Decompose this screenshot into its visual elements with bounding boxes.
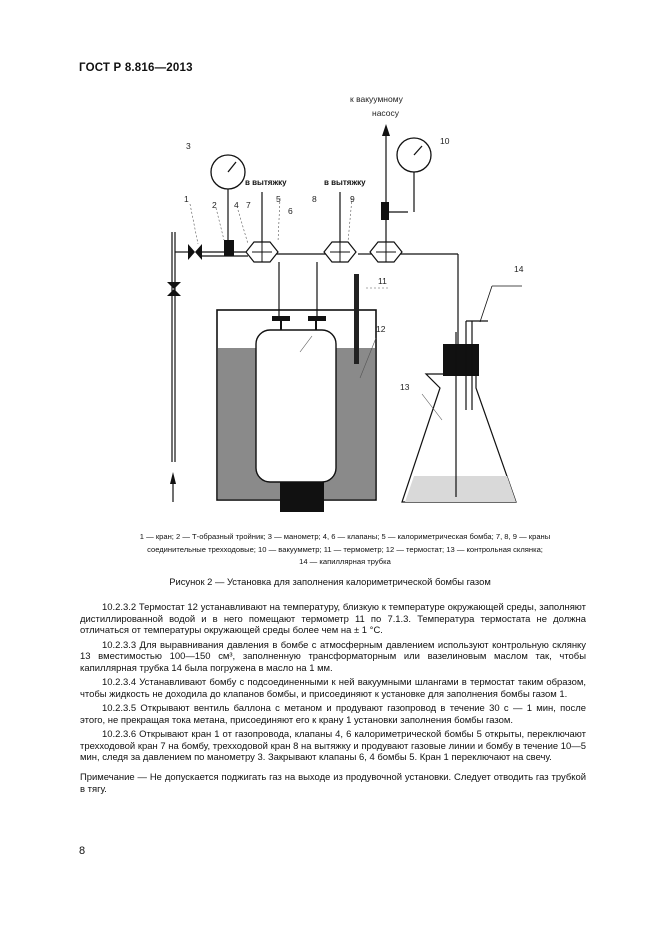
- legend-line-1: 1 — кран; 2 — Т-образный тройник; 3 — манометр; 4, 6 — клапаны; 5 — калориметрическая бомба; 7, 8, 9 — краны: [139, 532, 551, 541]
- control-flask: [402, 321, 516, 502]
- legend-line-3: 14 — капиллярная трубка: [299, 557, 391, 566]
- label-3: 3: [186, 141, 191, 151]
- t-piece: [224, 240, 234, 256]
- paragraph: 10.2.3.2 Термостат 12 устанавливают на температуру, близкую к температуре окружающей среды, заполняют дистиллированной водой и в него помещают термометр 11 по 7.1.3. Температура термостата не должна отличаться от температуры окружающей среды более чем на ± 1 °С.: [80, 602, 586, 637]
- legend-line-2: соединительные трехходовые; 10 — вакуумметр; 11 — термометр; 12 — термостат; 13 — контрольная склянка;: [147, 544, 543, 554]
- label-4: 4: [234, 200, 239, 210]
- document-header: ГОСТ Р 8.816—2013: [79, 62, 193, 74]
- label-13: 13: [400, 382, 410, 392]
- vacuum-gauge: [397, 138, 431, 212]
- paragraph: 10.2.3.3 Для выравнивания давления в бомбе с атмосферным давлением используют контрольную склянку 13 вместимостью 100—150 см³, заполненную трансформаторным или вазелиновым маслом так, чтобы капиллярная трубка 14 была погружена в масло на 1 мм.: [80, 639, 586, 674]
- three-way-valve-7: [246, 242, 278, 262]
- label-10: 10: [440, 136, 450, 146]
- three-way-valve-9: [370, 242, 402, 262]
- paragraph: 10.2.3.6 Открывают кран 1 от газопровода, клапаны 4, 6 калориметрической бомбы 5 открыты, переключают трехходовой кран 7 на бомбу, трехходовой кран 8 на вытяжку и продувают газовые линии и бомбу в течение 10—5 мин, следя за давлением по манометру 3. Закрывают клапаны 6, 4 бомбы 5. Кран 1 переключают на свечу.: [80, 728, 586, 764]
- label-11: 11: [378, 276, 387, 286]
- label-6: 6: [288, 206, 293, 216]
- page-number: 8: [79, 845, 86, 857]
- label-exhaust-right: в вытяжку: [324, 178, 366, 187]
- paragraph: 10.2.3.4 Устанавливают бомбу с подсоединенными к ней вакуумными шлангами в термостат таким образом, чтобы жидкость не доходила до клапанов бомбы, и присоединяют к установке для заполнения бомбы газом 1.: [80, 677, 586, 700]
- label-1: 1: [184, 194, 189, 204]
- manometer: [211, 155, 245, 240]
- label-to-vacuum-1: к вакуумному: [350, 94, 403, 104]
- thermometer: [354, 274, 359, 364]
- label-to-vacuum-2: насосу: [372, 108, 399, 118]
- figure-caption: Рисунок 2 — Установка для заполнения калориметрической бомбы газом: [169, 576, 491, 587]
- label-8: 8: [312, 194, 317, 204]
- figure-legend: [100, 531, 590, 569]
- label-2: 2: [212, 200, 217, 210]
- apparatus-diagram: [150, 92, 580, 512]
- note: Примечание — Не допускается поджигать газ на выходе из продувочной установки. Следует отводить газ трубкой в тягу.: [80, 771, 586, 795]
- calorimetric-bomb: [256, 316, 336, 482]
- label-5: 5: [276, 194, 281, 204]
- label-14: 14: [514, 264, 524, 274]
- label-9: 9: [350, 194, 355, 204]
- label-exhaust-left: в вытяжку: [245, 178, 287, 187]
- paragraph: 10.2.3.5 Открывают вентиль баллона с метаном и продувают газопровод в течение 30 с — 1 мин, после этого, не прекращая тока метана, присоединяют его к крану 1 установки заполнения бомбы газом.: [80, 703, 586, 726]
- label-7: 7: [246, 200, 251, 210]
- label-12: 12: [376, 324, 386, 334]
- three-way-valve-8: [324, 242, 356, 262]
- gas-inlet-line: [167, 232, 202, 502]
- body-text: [80, 602, 586, 798]
